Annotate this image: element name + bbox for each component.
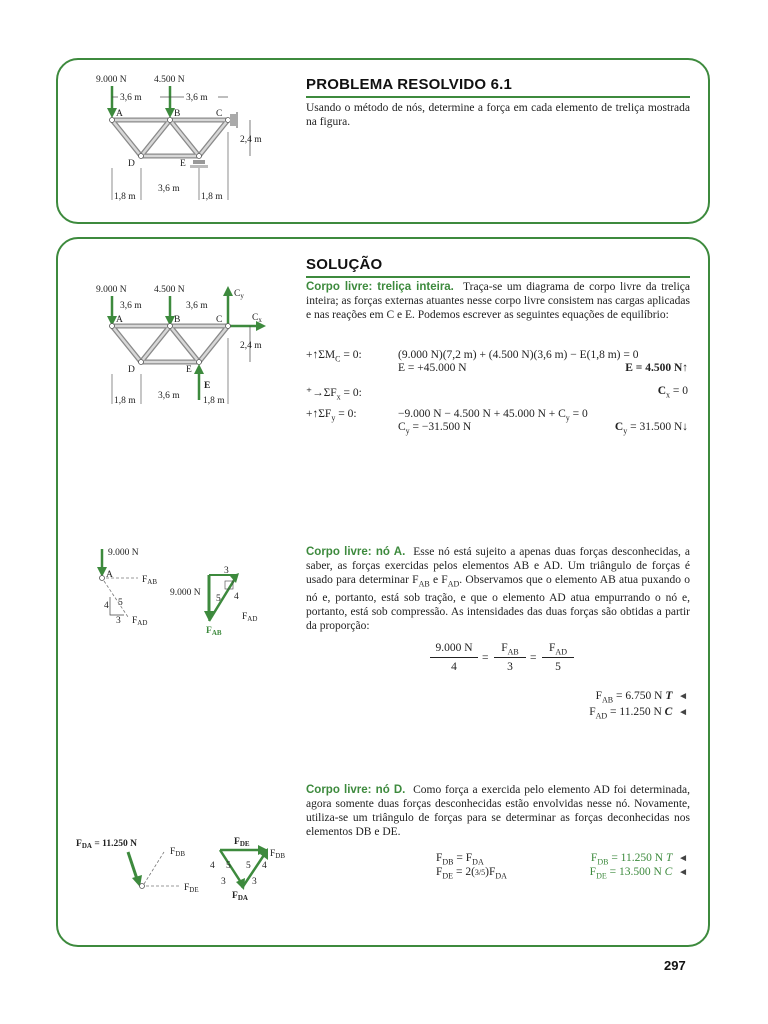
svg-text:FAD: $F_{AD}$	[242, 612, 258, 623]
page-number: 297	[664, 958, 686, 973]
svg-text:E: E	[186, 365, 192, 375]
eq-moment-result: E = 4.500 N↑	[625, 362, 688, 374]
truss-diagram-problem	[90, 72, 270, 212]
svg-text:E: E	[180, 159, 186, 169]
svg-text:9.000 N: 9.000 N	[170, 588, 201, 598]
svg-text:FAB: $F_{AB}$	[142, 575, 158, 586]
svg-text:FDB: $F_{DB}$	[170, 847, 186, 858]
svg-text:Cx: $C_x$	[252, 313, 262, 324]
node-d-eq-fde: $F_{DE} = 2(3/5)F_{DA}$	[436, 866, 507, 881]
eq-moment-line2: E = +45.000 N	[398, 362, 467, 374]
svg-text:1,8 m: 1,8 m	[201, 192, 223, 202]
svg-text:3,6 m: 3,6 m	[186, 93, 208, 103]
svg-text:B: B	[174, 109, 181, 119]
truss-diagram-free-body	[90, 282, 280, 412]
node-a-paragraph: Corpo livre: nó A. Esse nó está sujeito a apenas duas forças desconhecidas, a saber, as forças exercidas pelos elementos AB e AD. Um triângulo de forças é usado para determinar $F_{AB}$ e $F_{AD}$. Observamos que o elemento AB atua puxando o nó e, portanto, está sob tração, e que o elemento AD atua empurrando o nó e, portanto, está sob compressão. As intensidades das duas forças são obtidas a partir da proporção:	[306, 546, 691, 633]
eq-fy-line1: −9.000 N − 4.500 N + 45.000 $N + C_y = 0$	[398, 408, 588, 423]
svg-text:B: B	[174, 315, 181, 325]
svg-text:2,4 m: 2,4 m	[240, 135, 262, 145]
whole-truss-heading: Corpo livre: treliça inteira.	[306, 281, 454, 293]
node-a-heading: Corpo livre: nó A.	[306, 546, 406, 558]
svg-text:FDA = 11.250 N: $F_{DA} = 11.250$ N	[76, 839, 137, 850]
svg-text:4: 4	[234, 592, 239, 602]
svg-text:A: A	[106, 570, 113, 580]
eq-fx-result: $C_x = 0$	[657, 385, 688, 400]
whole-truss-paragraph	[306, 280, 690, 322]
eq-fy-result: $C_y = 31.500$ N↓	[614, 421, 688, 436]
svg-text:1,8 m: 1,8 m	[114, 396, 136, 406]
svg-text:3: 3	[252, 877, 257, 887]
svg-text:4.500 N: 4.500 N	[154, 285, 185, 295]
svg-text:3: 3	[221, 877, 226, 887]
eq-fy-label: $+↑\Sigma F_y = 0$:	[306, 408, 357, 423]
svg-text:1,8 m: 1,8 m	[114, 192, 136, 202]
svg-text:4: 4	[104, 601, 109, 611]
svg-text:E: E	[204, 381, 211, 391]
svg-text:5: 5	[118, 598, 123, 608]
svg-text:A: A	[116, 109, 123, 119]
svg-text:FAD: $F_{AD}$	[132, 616, 148, 627]
svg-text:3,6 m: 3,6 m	[158, 391, 180, 401]
svg-text:FDE: $F_{DE}$	[184, 883, 199, 894]
svg-text:FDB: $F_{DB}$	[270, 849, 286, 860]
eq-fx-label: $^+\to\Sigma F_x = 0$:	[306, 387, 362, 402]
svg-text:D: D	[128, 159, 135, 169]
svg-text:3,6 m: 3,6 m	[120, 301, 142, 311]
svg-text:5: 5	[216, 594, 221, 604]
svg-text:3: 3	[224, 566, 229, 576]
svg-text:4: 4	[210, 861, 215, 871]
problem-statement: Usando o método de nós, determine a força em cada elemento de treliça mostrada na figura.	[306, 102, 690, 128]
solution-title: SOLUÇÃO	[306, 256, 383, 273]
node-d-result-fdb: $F_{DB} = 11.250$ N T ◄	[590, 852, 688, 867]
svg-text:1,8 m: 1,8 m	[203, 396, 225, 406]
problem-title-rule	[306, 96, 690, 98]
svg-text:D: D	[128, 365, 135, 375]
problem-title: PROBLEMA RESOLVIDO 6.1	[306, 76, 513, 93]
svg-text:5: 5	[246, 861, 251, 871]
svg-text:FDA: $F_{DA}$	[232, 891, 248, 902]
node-d-eq-fdb: $F_{DB} = F_{DA}$	[436, 852, 484, 867]
svg-text:2,4 m: 2,4 m	[240, 341, 262, 351]
svg-text:5: 5	[226, 861, 231, 871]
svg-text:9.000 N: 9.000 N	[96, 285, 127, 295]
node-a-free-body-diagram	[96, 545, 276, 635]
proportion-equation: 9.000 N 4 = $F_{AB}$ 3 = $F_{AD}$ 5	[430, 642, 570, 678]
svg-text:9.000 N: 9.000 N	[96, 75, 127, 85]
svg-text:C: C	[216, 315, 223, 325]
svg-text:FDE: $F_{DE}$	[234, 837, 250, 848]
node-d-heading: Corpo livre: nó D.	[306, 784, 406, 796]
solution-title-rule	[306, 276, 690, 278]
svg-text:4.500 N: 4.500 N	[154, 75, 185, 85]
svg-text:3: 3	[116, 616, 121, 626]
node-d-free-body-diagram	[76, 832, 296, 902]
whole-truss-text: Traça-se um diagrama de corpo livre da treliça inteira; as forças externas atuantes nesse corpo livre consistem nas cargas aplicadas e nas reações em C e E. Podemos escrever as seguintes equações de equilíbrio:	[306, 281, 691, 321]
eq-fy-line2: $C_y = -31.500$ N	[398, 421, 472, 436]
svg-text:FAB: $F_{AB}$	[206, 626, 222, 637]
eq-moment-label: $+↑\Sigma M_C = 0$:	[306, 349, 362, 364]
svg-text:Cy: $C_y$	[234, 289, 244, 300]
svg-text:A: A	[116, 315, 123, 325]
node-d-paragraph	[306, 783, 690, 839]
svg-text:3,6 m: 3,6 m	[120, 93, 142, 103]
node-d-text: Como força a exercida pelo elemento AD foi determinada, agora somente duas forças desconhecidas estão envolvidas nesse nó. Novamente, utiliza-se um triângulo de forças para se determinar as forças deconhecidas nos elementos DB e DE.	[306, 784, 691, 838]
svg-text:3,6 m: 3,6 m	[186, 301, 208, 311]
node-a-result-fab: $F_{AB} = 6.750$ N T ◄	[595, 690, 688, 705]
svg-text:C: C	[216, 109, 223, 119]
node-a-result-fad: $F_{AD} = 11.250$ N C ◄	[589, 706, 688, 721]
svg-text:9.000 N: 9.000 N	[108, 548, 139, 558]
eq-moment-line1: (9.000 N)(7,2 m) + (4.500 N)(3,6 m) − E(1,8 m) = 0	[398, 349, 639, 361]
node-d-result-fde: $F_{DE} = 13.500$ N C ◄	[589, 866, 688, 881]
svg-text:3,6 m: 3,6 m	[158, 184, 180, 194]
svg-text:4: 4	[262, 861, 267, 871]
